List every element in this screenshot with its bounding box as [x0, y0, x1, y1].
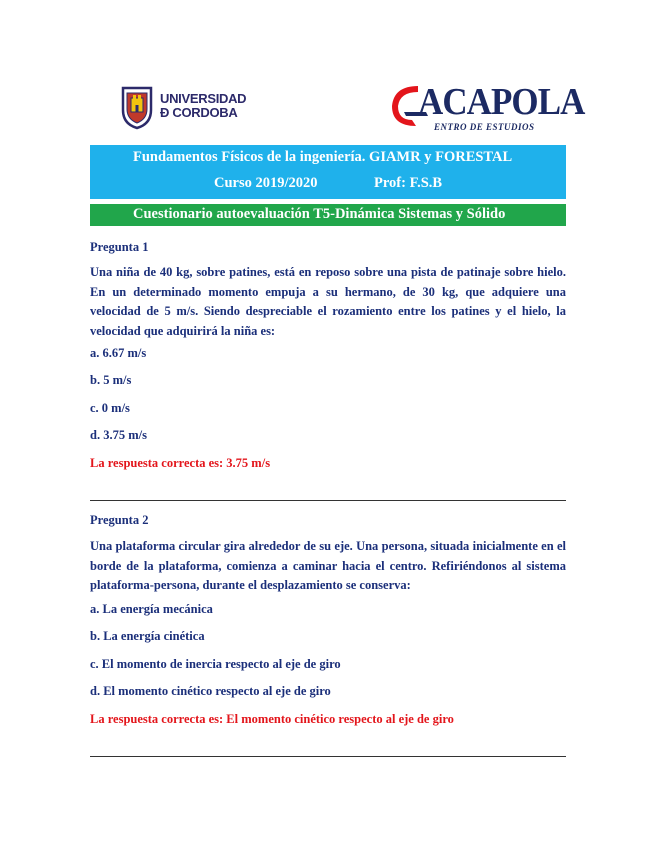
academy-name: ACAPOLA: [418, 81, 585, 123]
university-name-line2: Ð CORDOBA: [160, 105, 238, 120]
question-2-answer: La respuesta correcta es: El momento cinético respecto al eje de giro: [90, 712, 454, 726]
academy-logo: [388, 80, 585, 140]
question-1-option-b: b. 5 m/s: [90, 373, 132, 387]
university-name: [160, 92, 246, 120]
logo-area: [0, 0, 655, 145]
question-separator: [90, 756, 566, 757]
university-name-line1: UNIVERSIDAD: [160, 91, 247, 106]
course-header-band: [90, 145, 566, 199]
professor-label: Prof: F.S.B: [374, 175, 443, 191]
question-2-option-b: b. La energía cinética: [90, 629, 205, 643]
question-2-option-a: a. La energía mecánica: [90, 602, 213, 616]
quiz-title-band: [90, 204, 566, 226]
question-separator: [90, 500, 566, 501]
quiz-title: Cuestionario autoevaluación T5-Dinámica Sistemas y Sólido: [133, 206, 506, 222]
university-shield-icon: [120, 84, 154, 130]
question-1-title: Pregunta 1: [90, 240, 149, 254]
question-1-option-c: c. 0 m/s: [90, 401, 130, 415]
academy-subtitle: ENTRO DE ESTUDIOS: [434, 122, 535, 132]
question-1-text: Una niña de 40 kg, sobre patines, está en reposo sobre una pista de patinaje sobre hielo. En un determinado momento empuja a su hermano, de 30 kg, que adquiere una velocidad de 5 m/s. Siendo despreciable el rozamiento entre los patines y el hielo, la velocidad que adquirirá la niña es:: [90, 265, 566, 338]
question-2-option-c: c. El momento de inercia respecto al eje de giro: [90, 657, 341, 671]
question-2-title: Pregunta 2: [90, 513, 149, 527]
course-year: Curso 2019/2020: [214, 175, 318, 191]
question-2-text: Una plataforma circular gira alrededor de su eje. Una persona, situada inicialmente en el borde de la plataforma, comienza a caminar hacia el centro. Refiriéndonos al sistema plataforma-persona, durante el desplazamiento se conserva:: [90, 539, 566, 592]
university-logo: [120, 84, 255, 134]
question-1-answer: La respuesta correcta es: 3.75 m/s: [90, 456, 271, 470]
question-2-option-d: d. El momento cinético respecto al eje de giro: [90, 684, 331, 698]
course-title: Fundamentos Físicos de la ingeniería. GIAMR y FORESTAL: [133, 149, 513, 165]
question-1-option-d: d. 3.75 m/s: [90, 428, 147, 442]
question-1-option-a: a. 6.67 m/s: [90, 346, 147, 360]
